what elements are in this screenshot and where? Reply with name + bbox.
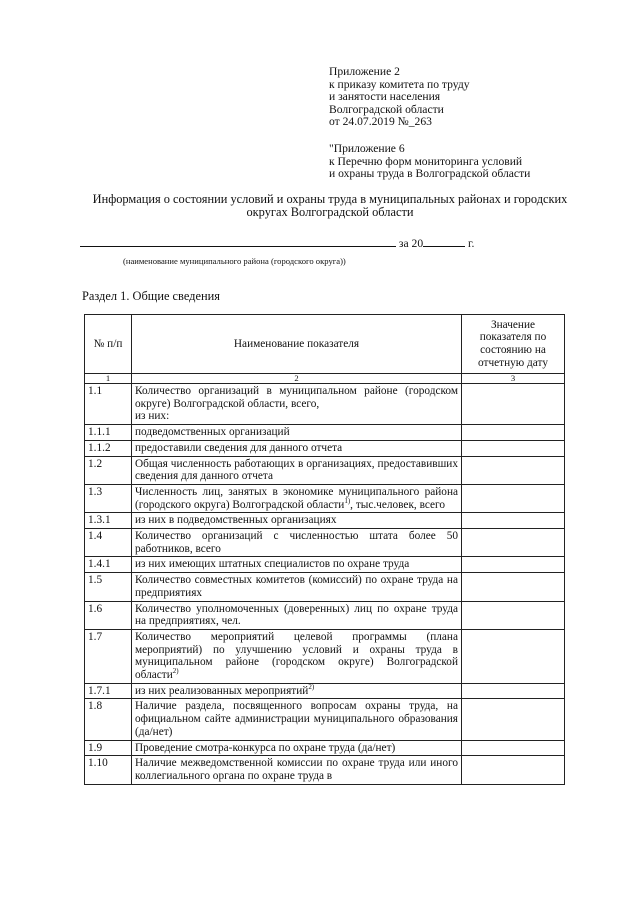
row-number: 1.7.1	[85, 683, 132, 699]
row-indicator-name	[132, 529, 462, 557]
appendix-line: к приказу комитета по труду	[329, 77, 470, 91]
row-value-cell[interactable]	[462, 601, 565, 629]
row-value-cell[interactable]	[462, 699, 565, 740]
indicator-text: из них реализованных мероприятий	[135, 684, 309, 697]
row-indicator-name	[132, 557, 462, 573]
row-value-cell[interactable]	[462, 440, 565, 456]
year-prefix: за 20	[398, 237, 424, 250]
indicator-text: Наличие межведомственной комиссии по охране труда или иного коллегиального органа по охране труда в	[135, 757, 458, 782]
row-value-cell[interactable]	[462, 425, 565, 441]
row-number: 1.3	[85, 484, 132, 512]
table-row	[85, 456, 565, 484]
row-indicator-name	[132, 573, 462, 601]
row-indicator-name	[132, 456, 462, 484]
row-indicator-name	[132, 440, 462, 456]
row-number: 1.4	[85, 529, 132, 557]
table-row	[85, 384, 565, 425]
table-row	[85, 756, 565, 784]
row-value-cell[interactable]	[462, 756, 565, 784]
municipality-caption: (наименование муниципального района (городского округа))	[123, 256, 346, 266]
section-title: Раздел 1. Общие сведения	[82, 289, 220, 303]
row-indicator-name	[132, 629, 462, 683]
table-row	[85, 683, 565, 699]
appendix-line: от 24.07.2019 №_263	[329, 115, 432, 129]
period-fill-line	[80, 235, 474, 250]
table-row	[85, 573, 565, 601]
index-cell: 1	[85, 374, 132, 384]
indicator-text: Количество мероприятий целевой программы (плана мероприятий) по улучшению условий и охраны труда в муниципальном районе (городском округе) Волгоградской области	[135, 630, 458, 682]
indicator-extra-text: из них:	[135, 410, 170, 423]
appendix-line: и занятости населения	[329, 90, 441, 104]
table-row	[85, 484, 565, 512]
indicator-text: предоставили сведения для данного отчета	[135, 441, 343, 454]
year-suffix: г.	[468, 237, 475, 250]
row-number: 1.3.1	[85, 513, 132, 529]
row-value-cell[interactable]	[462, 513, 565, 529]
appendix2-line: и охраны труда в Волгоградской области	[329, 167, 531, 181]
row-number: 1.7	[85, 629, 132, 683]
document-title: Информация о состоянии условий и охраны труда в муниципальных районах и городских округах Волгоградской области	[92, 192, 568, 219]
row-indicator-name	[132, 513, 462, 529]
row-number: 1.1.1	[85, 425, 132, 441]
indicator-text: Общая численность работающих в организациях, предоставивших сведения для данного отчета	[135, 457, 458, 483]
row-value-cell[interactable]	[462, 740, 565, 756]
row-number: 1.9	[85, 740, 132, 756]
appendix-line: Приложение 2	[329, 65, 400, 78]
table-row	[85, 601, 565, 629]
row-indicator-name	[132, 384, 462, 425]
indicator-text: из них в подведомственных организациях	[135, 514, 337, 527]
indicators-table	[84, 314, 565, 785]
appendix-block-2	[329, 143, 530, 181]
row-number: 1.10	[85, 756, 132, 784]
row-number: 1.1.2	[85, 440, 132, 456]
indicator-text: Количество организаций в муниципальном районе (городском округе) Волгоградской области, всего,	[135, 385, 458, 410]
row-value-cell[interactable]	[462, 456, 565, 484]
row-value-cell[interactable]	[462, 557, 565, 573]
row-value-cell[interactable]	[462, 573, 565, 601]
row-number: 1.4.1	[85, 557, 132, 573]
table-header-row	[85, 315, 565, 374]
indicator-text: Проведение смотра-конкурса по охране труда (да/нет)	[135, 741, 396, 754]
row-value-cell[interactable]	[462, 529, 565, 557]
footnote-mark: 2)	[308, 683, 315, 691]
year-blank	[423, 235, 465, 247]
table-body	[85, 384, 565, 785]
row-value-cell[interactable]	[462, 384, 565, 425]
row-indicator-name	[132, 601, 462, 629]
row-indicator-name	[132, 425, 462, 441]
indicator-text: Численность лиц, занятых в экономике муниципального района (городского округа) Волгоградской области	[135, 485, 458, 511]
indicator-text: Наличие раздела, посвященного вопросам охраны труда, на официальном сайте администрации муниципального образования (да/нет)	[135, 700, 458, 738]
row-number: 1.6	[85, 601, 132, 629]
row-value-cell[interactable]	[462, 683, 565, 699]
table-row	[85, 440, 565, 456]
row-number: 1.5	[85, 573, 132, 601]
row-indicator-name	[132, 756, 462, 784]
row-number: 1.1	[85, 384, 132, 425]
row-indicator-name	[132, 484, 462, 512]
table-row	[85, 740, 565, 756]
header-name: Наименование показателя	[132, 315, 462, 374]
table-row	[85, 699, 565, 740]
table-row	[85, 513, 565, 529]
footnote-mark: 2)	[172, 667, 179, 676]
table-index-row	[85, 374, 565, 384]
indicator-text: из них имеющих штатных специалистов по охране труда	[135, 558, 410, 571]
row-indicator-name	[132, 740, 462, 756]
row-number: 1.2	[85, 456, 132, 484]
footnote-mark: 1)	[344, 496, 351, 505]
table-row	[85, 529, 565, 557]
row-indicator-name	[132, 699, 462, 740]
indicator-text: Количество организаций с численностью штата более 50 работников, всего	[135, 530, 458, 555]
header-value: Значение показателя по состоянию на отчетную дату	[462, 315, 565, 374]
indicator-extra-text: , тыс.человек, всего	[350, 498, 446, 511]
indicator-text: Количество совместных комитетов (комиссий) по охране труда на предприятиях	[135, 574, 458, 599]
row-indicator-name	[132, 683, 462, 699]
indicator-text: подведомственных организаций	[135, 426, 290, 439]
index-cell: 3	[462, 374, 565, 384]
row-value-cell[interactable]	[462, 484, 565, 512]
appendix2-line: к Перечню форм мониторинга условий	[329, 154, 523, 168]
index-cell: 2	[132, 374, 462, 384]
row-value-cell[interactable]	[462, 629, 565, 683]
row-number: 1.8	[85, 699, 132, 740]
table-row	[85, 425, 565, 441]
appendix-block	[329, 66, 470, 129]
header-num: № п/п	[85, 315, 132, 374]
appendix-line: Волгоградской области	[329, 102, 444, 116]
table-row	[85, 557, 565, 573]
table-row	[85, 629, 565, 683]
appendix2-line: "Приложение 6	[329, 142, 405, 155]
indicator-text: Количество уполномоченных (доверенных) лиц по охране труда на предприятиях, чел.	[135, 602, 458, 628]
municipality-blank	[80, 235, 396, 247]
